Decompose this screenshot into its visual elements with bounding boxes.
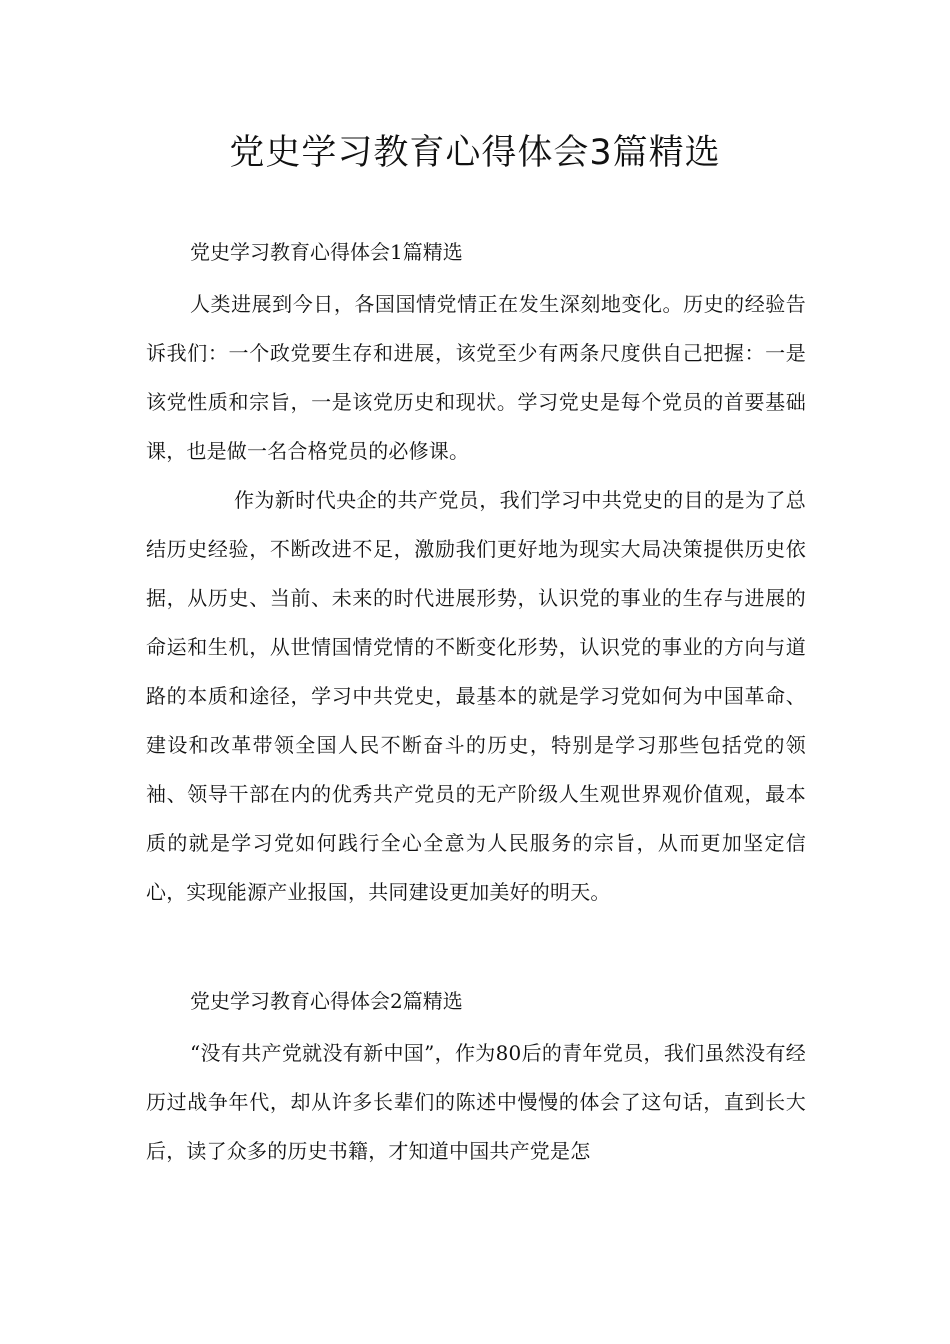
section-spacer (146, 917, 806, 981)
section-1-paragraph-1: 人类进展到今日，各国国情党情正在发生深刻地变化。历史的经验告诉我们：一个政党要生存和进展，该党至少有两条尺度供自己把握：一是该党性质和宗旨，一是该党历史和现状。学习党史是每个党员的首要基础课，也是做一名合格党员的必修课。 (146, 292, 806, 463)
spacer (146, 272, 806, 280)
section-2-heading: 党史学习教育心得体会2篇精选 (190, 989, 463, 1013)
section-1-paragraph-2: 作为新时代央企的共产党员，我们学习中共党史的目的是为了总结历史经验，不断改进不足，激励我们更好地为现实大局决策提供历史依据，从历史、当前、未来的时代进展形势，认识党的事业的生存与进展的命运和生机，从世情国情党情的不断变化形势，认识党的事业的方向与道路的本质和途径，学习中共党史，最基本的就是学习党如何为中国革命、建设和改革带领全国人民不断奋斗的历史，特别是学习那些包括党的领袖、领导干部在内的优秀共产党员的无产阶级人生观世界观价值观，最本质的就是学习党如何践行全心全意为人民服务的宗旨，从而更加坚定信心，实现能源产业报国，共同建设更加美好的明天。 (146, 488, 806, 904)
section-2-paragraph-1: “没有共产党就没有新中国”，作为80后的青年党员，我们虽然没有经历过战争年代，却从许多长辈们的陈述中慢慢的体会了这句话，直到长大后，读了众多的历史书籍，才知道中国共产党是怎 (146, 1041, 806, 1163)
document-title: 党史学习教育心得体会3篇精选 (229, 133, 721, 173)
document-body (146, 232, 806, 1176)
section-1-heading: 党史学习教育心得体会1篇精选 (190, 240, 463, 264)
spacer (146, 1021, 806, 1029)
